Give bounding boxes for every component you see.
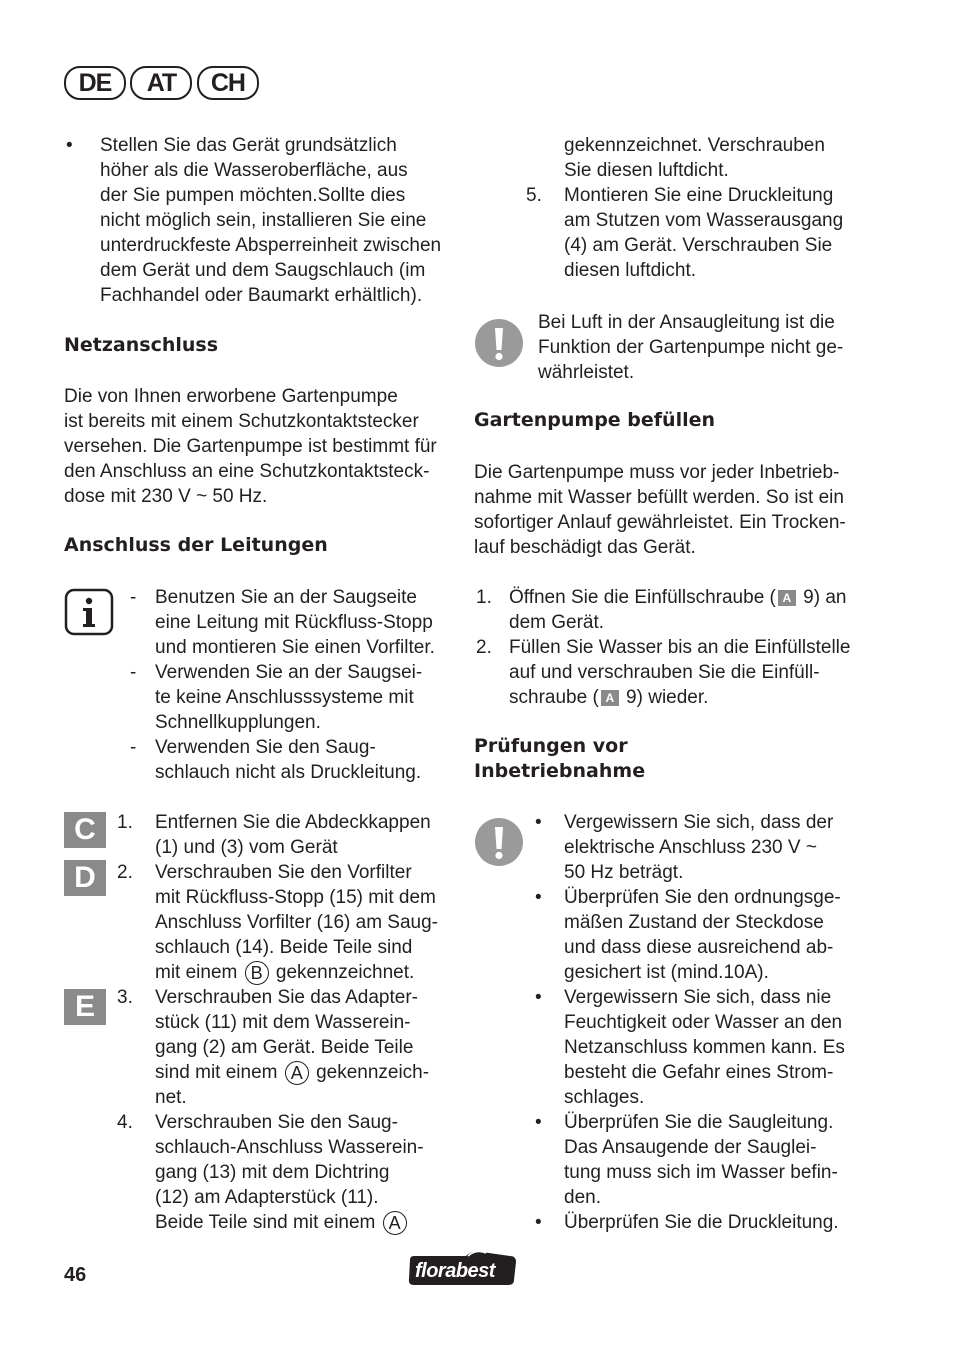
text-span: schraube ( xyxy=(509,687,599,708)
text-line: Überprüfen Sie die Saugleitung. xyxy=(564,1112,834,1133)
bullet-marker: • xyxy=(535,812,542,833)
heading-line: Prüfungen vor xyxy=(474,735,628,757)
text-line: Montieren Sie eine Druckleitung xyxy=(564,185,834,206)
text-line: Das Ansaugende der Sauglei- xyxy=(564,1137,817,1158)
text-span: 9) an xyxy=(797,587,847,608)
text-line: höher als die Wasseroberfläche, aus xyxy=(100,160,408,181)
text-line: gang (2) am Gerät. Beide Teile xyxy=(155,1037,414,1058)
text-line: Die von Ihnen erworbene Gartenpumpe xyxy=(64,386,398,407)
text-line: schlauch (14). Beide Teile sind xyxy=(155,937,413,958)
text-line: Schnellkupplungen. xyxy=(155,712,321,733)
text-line: den. xyxy=(564,1187,601,1208)
pruef-item xyxy=(564,1210,884,1235)
text-span: gekennzeich- xyxy=(316,1062,430,1083)
bullet-marker: • xyxy=(535,1112,542,1133)
step-item xyxy=(155,810,455,860)
heading-pruefungen xyxy=(474,734,645,784)
label-circle-a: A xyxy=(383,1211,407,1235)
text-line: besteht die Gefahr eines Strom- xyxy=(564,1062,834,1083)
text-line: versehen. Die Gartenpumpe ist bestimmt für xyxy=(64,436,437,457)
text-line: (4) am Gerät. Verschrauben Sie xyxy=(564,235,833,256)
text-line: (1) und (3) vom Gerät xyxy=(155,837,338,858)
text-line xyxy=(155,1060,455,1085)
warning-icon xyxy=(474,817,524,867)
brand-logo xyxy=(406,1248,518,1288)
step-continuation xyxy=(564,133,884,183)
step-item xyxy=(155,860,455,985)
text-line: eine Leitung mit Rückfluss-Stopp xyxy=(155,612,433,633)
text-line: gesichert ist (mind.10A). xyxy=(564,962,769,983)
info-item xyxy=(155,660,455,735)
text-line: schlauch nicht als Druckleitung. xyxy=(155,762,422,783)
text-line: lauf beschädigt das Gerät. xyxy=(474,537,696,558)
page-number: 46 xyxy=(64,1264,87,1286)
intro-bullet xyxy=(100,133,460,308)
brand-name: florabest xyxy=(415,1260,495,1282)
figure-marker-e: E xyxy=(64,989,106,1025)
label-circle-a: A xyxy=(285,1061,309,1085)
text-line: Anschluss Vorfilter (16) am Saug- xyxy=(155,912,439,933)
text-line: Die Gartenpumpe muss vor jeder Inbetrieb- xyxy=(474,462,840,483)
heading-line: Inbetriebnahme xyxy=(474,760,646,782)
bullet-marker: • xyxy=(535,987,542,1008)
text-line: Feuchtigkeit oder Wasser an den xyxy=(564,1012,843,1033)
info-icon xyxy=(64,588,114,636)
text-line: Bei Luft in der Ansaugleitung ist die xyxy=(538,312,835,333)
text-span: gekennzeichnet. xyxy=(275,962,415,983)
text-line: den Anschluss an eine Schutzkontaktsteck- xyxy=(64,461,430,482)
pruef-item xyxy=(564,985,884,1110)
text-line xyxy=(155,1210,455,1235)
info-item xyxy=(155,735,455,785)
step-item xyxy=(564,183,884,283)
dash-marker: - xyxy=(130,662,137,683)
text-line: dem Gerät und dem Saugschlauch (im xyxy=(100,260,426,281)
lang-badge-at: AT xyxy=(130,66,192,100)
text-line: der Sie pumpen möchten.Sollte dies xyxy=(100,185,406,206)
step-number: 1. xyxy=(476,587,492,608)
heading-netzanschluss: Netzanschluss xyxy=(64,334,219,356)
text-line: und dass diese ausreichend ab- xyxy=(564,937,834,958)
text-line: diesen luftdicht. xyxy=(564,260,697,281)
step-number: 3. xyxy=(117,987,133,1008)
figure-ref-a: A xyxy=(601,690,619,706)
figure-marker-c: C xyxy=(64,812,106,848)
bullet-marker: • xyxy=(66,135,73,156)
lang-badge-ch: CH xyxy=(197,66,259,100)
text-line: te keine Anschlusssysteme mit xyxy=(155,687,414,708)
dash-marker: - xyxy=(130,737,137,758)
text-line: elektrische Anschluss 230 V ~ xyxy=(564,837,817,858)
text-line: ist bereits mit einem Schutzkontaktstecker xyxy=(64,411,419,432)
text-line: dose mit 230 V ~ 50 Hz. xyxy=(64,486,268,507)
text-line: Überprüfen Sie die Druckleitung. xyxy=(564,1212,839,1233)
text-line: Benutzen Sie an der Saugseite xyxy=(155,587,417,608)
text-line: Vergewissern Sie sich, dass nie xyxy=(564,987,832,1008)
heading-befuellen: Gartenpumpe befüllen xyxy=(474,409,716,431)
info-item xyxy=(155,585,455,660)
text-line: 50 Hz beträgt. xyxy=(564,862,684,883)
text-span: Beide Teile sind mit einem xyxy=(155,1212,376,1233)
text-line: unterdruckfeste Absperreinheit zwischen xyxy=(100,235,442,256)
text-line: Verwenden Sie den Saug- xyxy=(155,737,376,758)
pruef-item xyxy=(564,810,884,885)
text-line: Verschrauben Sie den Saug- xyxy=(155,1112,398,1133)
text-line: mäßen Zustand der Steckdose xyxy=(564,912,824,933)
text-span: 9) wieder. xyxy=(620,687,709,708)
text-line xyxy=(509,585,879,610)
text-line: tung muss sich im Wasser befin- xyxy=(564,1162,838,1183)
text-line: gang (13) mit dem Dichtring xyxy=(155,1162,390,1183)
step-item xyxy=(155,1110,455,1235)
fill-step xyxy=(509,585,879,635)
text-line: Netzanschluss kommen kann. Es xyxy=(564,1037,845,1058)
dash-marker: - xyxy=(130,587,137,608)
warning-text xyxy=(538,310,878,385)
pruef-item xyxy=(564,1110,884,1210)
step-number: 5. xyxy=(526,185,542,206)
bullet-marker: • xyxy=(535,887,542,908)
text-span: Öffnen Sie die Einfüllschraube ( xyxy=(509,587,776,608)
lang-badge-de: DE xyxy=(64,66,126,100)
text-line: nicht möglich sein, installieren Sie eine xyxy=(100,210,427,231)
text-line xyxy=(509,685,879,710)
step-number: 1. xyxy=(117,812,133,833)
text-span: mit einem xyxy=(155,962,238,983)
pruef-item xyxy=(564,885,884,985)
text-line: währleistet. xyxy=(538,362,635,383)
text-line: Entfernen Sie die Abdeckkappen xyxy=(155,812,431,833)
text-line: schlages. xyxy=(564,1087,645,1108)
label-circle-b: B xyxy=(245,961,269,985)
text-line: Fachhandel oder Baumarkt erhältlich). xyxy=(100,285,423,306)
text-line: und montieren Sie einen Vorfilter. xyxy=(155,637,435,658)
step-number: 2. xyxy=(476,637,492,658)
text-line: net. xyxy=(155,1087,187,1108)
text-line: dem Gerät. xyxy=(509,612,605,633)
text-line: Überprüfen Sie den ordnungsge- xyxy=(564,887,841,908)
step-item xyxy=(155,985,455,1110)
text-line: Stellen Sie das Gerät grundsätzlich xyxy=(100,135,397,156)
text-line: Funktion der Gartenpumpe nicht ge- xyxy=(538,337,844,358)
text-line: Füllen Sie Wasser bis an die Einfüllstelle xyxy=(509,637,851,658)
bullet-marker: • xyxy=(535,1212,542,1233)
figure-marker-d: D xyxy=(64,860,106,896)
figure-ref-a: A xyxy=(778,590,796,606)
text-line: Vergewissern Sie sich, dass der xyxy=(564,812,834,833)
text-line xyxy=(155,960,455,985)
text-line: sofortiger Anlauf gewährleistet. Ein Trocken- xyxy=(474,512,846,533)
fill-step xyxy=(509,635,879,710)
text-line: schlauch-Anschluss Wasserein- xyxy=(155,1137,424,1158)
warning-icon xyxy=(474,318,524,368)
step-number: 4. xyxy=(117,1112,133,1133)
befuellen-paragraph xyxy=(474,460,874,560)
text-line: Verschrauben Sie den Vorfilter xyxy=(155,862,412,883)
text-line: stück (11) mit dem Wasserein- xyxy=(155,1012,411,1033)
heading-anschluss: Anschluss der Leitungen xyxy=(64,534,328,556)
text-line: gekennzeichnet. Verschrauben xyxy=(564,135,825,156)
text-line: am Stutzen vom Wasserausgang xyxy=(564,210,844,231)
text-line: Verwenden Sie an der Saugsei- xyxy=(155,662,423,683)
language-badges xyxy=(64,66,259,100)
text-span: sind mit einem xyxy=(155,1062,278,1083)
text-line: Sie diesen luftdicht. xyxy=(564,160,729,181)
netz-paragraph xyxy=(64,384,454,509)
text-line: auf und verschrauben Sie die Einfüll- xyxy=(509,662,820,683)
text-line: nahme mit Wasser befüllt werden. So ist ein xyxy=(474,487,844,508)
text-line: Verschrauben Sie das Adapter- xyxy=(155,987,419,1008)
step-number: 2. xyxy=(117,862,133,883)
text-line: (12) am Adapterstück (11). xyxy=(155,1187,379,1208)
text-line: mit Rückfluss-Stopp (15) mit dem xyxy=(155,887,436,908)
